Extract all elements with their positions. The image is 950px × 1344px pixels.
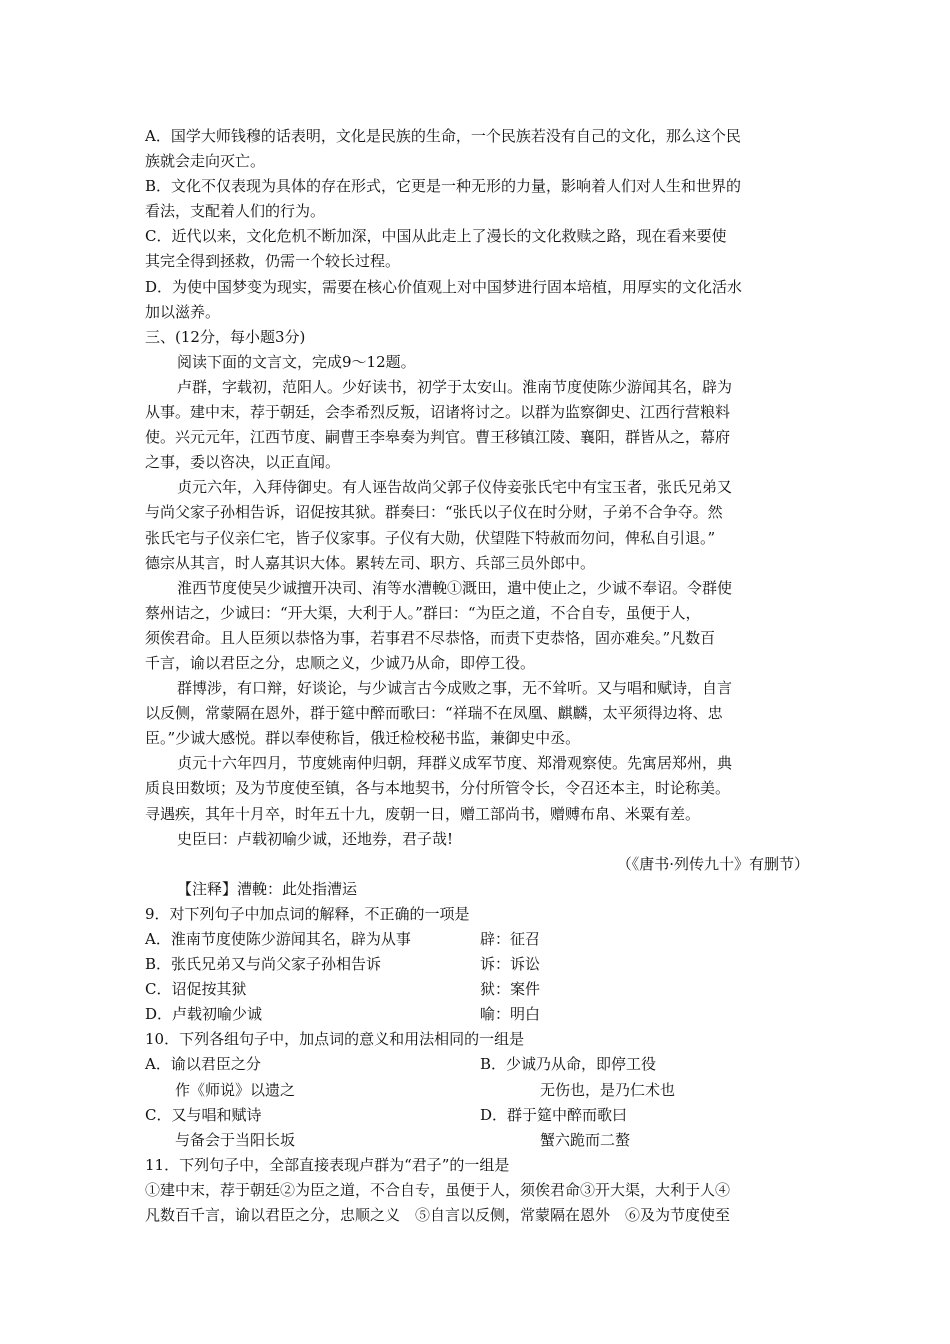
q8-option-line: 看法，支配着人们的行为。: [145, 202, 326, 221]
passage-line: 从事。建中末，荐于朝廷，会李希烈反叛，诏诸将讨之。以群为监察御史、江西行营粮料: [145, 403, 731, 422]
q9-gloss: 辟：征召: [480, 930, 541, 948]
q9-sentence: A．淮南节度使陈少游闻其名，辟为从事: [145, 930, 411, 948]
annotation-note: 【注释】漕輓：此处指漕运: [177, 879, 358, 898]
passage-line: 德宗从其言，时人嘉其识大体。累转左司、职方、兵部三员外郎中。: [145, 553, 596, 572]
q10-option-c-pair: 与备会于当阳长坂: [175, 1130, 296, 1149]
q9-sentence: B．张氏兄弟又与尚父家子孙相告诉: [145, 955, 382, 974]
q10-stem: 10．下列各组句子中，加点词的意义和用法相同的一组是: [145, 1030, 525, 1049]
section-heading: 三、(12分，每小题3分): [145, 327, 306, 346]
q8-option-line: 其完全得到拯救，仍需一个较长过程。: [145, 252, 401, 271]
passage-line: 质良田数顷；及为节度使至镇，各与本地契书，分付所管令长，令召还本主，时论称美。: [145, 779, 731, 798]
q9-option: [145, 977, 809, 1002]
q9-sentence: D．卢载初喻少诚: [145, 1005, 263, 1024]
q8-option-line: B．文化不仅表现为具体的存在形式，它更是一种无形的力量，影响着人们对人生和世界的: [145, 177, 742, 196]
q11-line: 凡数百千言，谕以君臣之分，忠顺之义 ⑤自言以反侧，常蒙隔在恩外 ⑥及为节度使至: [145, 1206, 731, 1225]
passage-line: 使。兴元元年，江西节度、嗣曹王李皋奏为判官。曹王移镇江陵、襄阳，群皆从之，幕府: [145, 428, 731, 447]
q10-option-b: B．少诚乃从命，即停工役: [480, 1055, 657, 1074]
q10-option-d: D．群于筵中醉而歌曰: [480, 1105, 628, 1124]
q9-gloss: 狱：案件: [480, 980, 541, 999]
q10-option-b-pair: 无伤也，是乃仁术也: [540, 1080, 676, 1099]
passage-line: 须俟君命。且人臣须以恭恪为事，若事君不尽恭恪，而责下吏恭恪，固亦难矣。”凡数百: [145, 628, 716, 647]
passage-line: 臣。”少诚大感悦。群以奉使称旨，俄迁检校秘书监，兼御史中丞。: [145, 729, 581, 748]
passage-line: 群博涉，有口辩，好谈论，与少诚言古今成败之事，无不耸听。又与唱和赋诗，自言: [177, 679, 733, 698]
q10-option-row: [145, 1078, 809, 1103]
q10-option-row: [145, 1103, 809, 1128]
passage-line: 淮西节度使吴少诚擅开决司、洧等水漕輓①溉田，遣中使止之，少诚不奉诏。令群使: [177, 578, 733, 597]
q9-gloss: 喻：明白: [480, 1005, 541, 1024]
q8-option-line: 族就会走向灭亡。: [145, 152, 266, 171]
passage-line: 张氏宅与子仪亲仁宅，皆子仪家事。子仪有大勋，伏望陛下特赦而勿问，俾私自引退。”: [145, 528, 716, 547]
q9-stem: 9．对下列句子中加点词的解释，不正确的一项是: [145, 904, 470, 923]
passage-line: 卢群，字载初，范阳人。少好读书，初学于太安山。淮南节度使陈少游闻其名，辟为: [177, 377, 733, 396]
q10-option-row: [145, 1052, 809, 1077]
section-instruction: 阅读下面的文言文，完成9～12题。: [177, 352, 416, 371]
passage-line: 史臣曰：卢载初喻少诚，还地券，君子哉!: [177, 829, 454, 848]
q8-option-line: A．国学大师钱穆的话表明，文化是民族的生命，一个民族若没有自己的文化，那么这个民: [145, 127, 741, 145]
q8-option-line: C．近代以来，文化危机不断加深，中国从此走上了漫长的文化救赎之路，现在看来要使: [145, 227, 727, 246]
passage-line: 千言，谕以君臣之分，忠顺之义，少诚乃从命，即停工役。: [145, 653, 536, 672]
classical-passage: [145, 375, 809, 852]
q10-option-row: [145, 1128, 809, 1153]
q11-stem: 11．下列句子中，全部直接表现卢群为“君子”的一组是: [145, 1155, 510, 1174]
q9-option: [145, 1002, 809, 1027]
passage-line: 寻遇疾，其年十月卒，时年五十九，废朝一日，赠工部尚书，赠赙布帛、米粟有差。: [145, 804, 701, 823]
q9-sentence: C．诏促按其狱: [145, 980, 247, 999]
q9-gloss: 诉：诉讼: [480, 955, 541, 974]
q10-option-c: C．又与唱和赋诗: [145, 1105, 262, 1124]
passage-line: 贞元十六年四月，节度姚南仲归朝，拜群义成军节度、郑滑观察使。先寓居郑州，典: [177, 754, 733, 773]
passage-line: 以反侧，常蒙隔在恩外，群于筵中醉而歌曰：“祥瑞不在凤凰、麒麟，太平须得边将、忠: [145, 704, 723, 723]
q8-option-line: D．为使中国梦变为现实，需要在核心价值观上对中国梦进行固本培植，用厚实的文化活水: [145, 277, 743, 296]
q10-option-d-pair: 蟹六跪而二螯: [540, 1130, 631, 1149]
q9-option: [145, 952, 809, 977]
q9-option: [145, 927, 809, 952]
q10-option-a-pair: 作《师说》以遗之: [175, 1080, 296, 1099]
q8-option-line: 加以滋养。: [145, 302, 221, 321]
passage-line: 与尚父家子孙相告诉，诏促按其狱。群奏曰：“张氏以子仪在时分财，子弟不合争夺。然: [145, 503, 723, 522]
passage-line: 之事，委以咨决，以正直闻。: [145, 453, 341, 472]
passage-line: 蔡州诘之，少诚曰：“开大渠，大利于人。”群曰：“为臣之道，不合自专，虽便于人，: [145, 603, 701, 622]
source-citation: （《唐书·列传九十》有删节）: [616, 854, 809, 873]
document-page: [145, 124, 809, 1228]
q10-option-a: A．谕以君臣之分: [145, 1055, 261, 1074]
passage-line: 贞元六年，入拜侍御史。有人诬告故尚父郭子仪侍妾张氏宅中有宝玉者，张氏兄弟又: [177, 478, 733, 497]
q11-line: ①建中末，荐于朝廷②为臣之道，不合自专，虽便于人，须俟君命③开大渠，大利于人④: [145, 1180, 731, 1199]
